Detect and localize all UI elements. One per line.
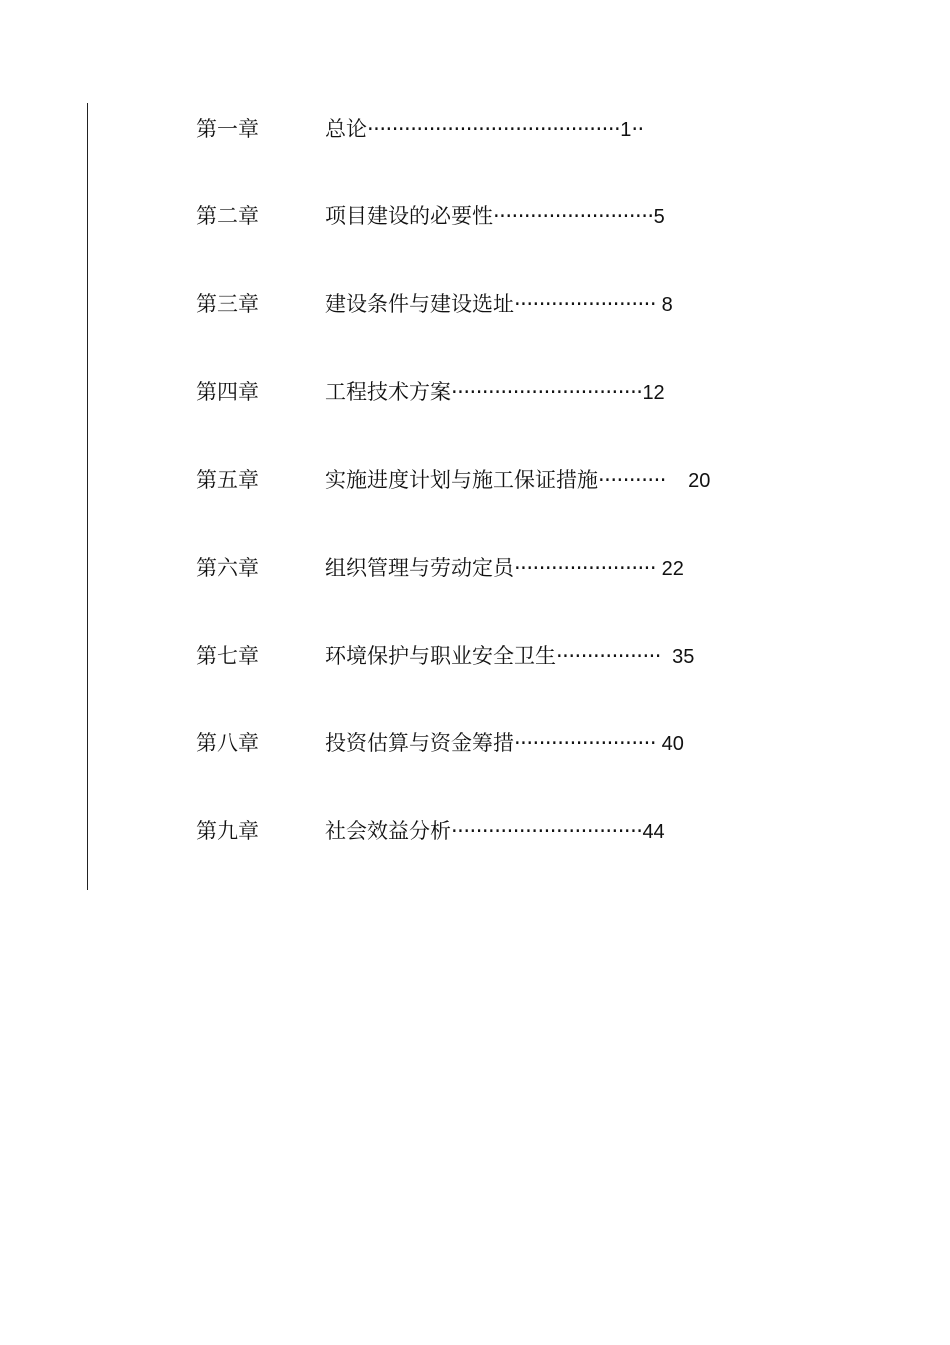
toc-entry-1[interactable] [0, 114, 950, 144]
dot-leader: ······························· [451, 380, 643, 404]
chapter-title-line [325, 289, 673, 320]
dot-leader: ··········· [598, 468, 666, 492]
dot-leader: ······················· [514, 556, 657, 580]
chapter-number: 第一章 [196, 117, 259, 141]
dot-leader: ······················· [514, 731, 657, 755]
chapter-title-line [325, 641, 694, 672]
toc-entry-2[interactable] [0, 201, 950, 231]
chapter-number: 第五章 [196, 468, 259, 492]
chapter-title: 建设条件与建设选址 [325, 292, 514, 316]
toc-entry-8[interactable] [0, 728, 950, 758]
chapter-title-line [325, 553, 684, 584]
chapter-number: 第九章 [196, 819, 259, 843]
toc-entry-9[interactable] [0, 816, 950, 846]
chapter-number: 第二章 [196, 204, 259, 228]
dot-leader: ················· [556, 644, 661, 668]
dot-leader: ······························· [451, 819, 643, 843]
chapter-title: 社会效益分析 [325, 819, 451, 843]
toc-entry-3[interactable] [0, 289, 950, 319]
chapter-title-line [325, 728, 684, 759]
chapter-title: 组织管理与劳动定员 [325, 556, 514, 580]
chapter-number: 第八章 [196, 731, 259, 755]
chapter-title-line [325, 816, 665, 847]
page-number: 20 [665, 470, 711, 492]
page-number: 22 [656, 558, 684, 580]
dot-leader: ········································· [367, 117, 621, 141]
chapter-title: 工程技术方案 [325, 380, 451, 404]
chapter-title: 总论 [325, 117, 367, 141]
dot-leader: ·························· [493, 204, 654, 228]
chapter-title-line [325, 465, 710, 496]
chapter-title: 投资估算与资金筹措 [325, 731, 514, 755]
toc-entry-6[interactable] [0, 553, 950, 583]
page-number: 1 [620, 119, 632, 141]
page-number: 8 [656, 294, 673, 316]
chapter-number: 第三章 [196, 292, 259, 316]
page-number: 40 [656, 733, 684, 755]
page-number: 44 [642, 821, 665, 843]
chapter-title-line [325, 377, 665, 408]
chapter-number: 第六章 [196, 556, 259, 580]
page-number: 35 [660, 646, 695, 668]
chapter-number: 第七章 [196, 644, 259, 668]
page-number: 5 [653, 206, 665, 228]
chapter-title: 项目建设的必要性 [325, 204, 493, 228]
page-number: 12 [642, 382, 665, 404]
chapter-title: 实施进度计划与施工保证措施 [325, 468, 598, 492]
chapter-title-line [325, 201, 665, 232]
dot-leader-trail: ·· [631, 117, 644, 141]
toc-entry-4[interactable] [0, 377, 950, 407]
chapter-number: 第四章 [196, 380, 259, 404]
chapter-title-line [325, 114, 644, 145]
chapter-title: 环境保护与职业安全卫生 [325, 644, 556, 668]
dot-leader: ······················· [514, 292, 657, 316]
toc-entry-5[interactable] [0, 465, 950, 495]
toc-entry-7[interactable] [0, 641, 950, 671]
